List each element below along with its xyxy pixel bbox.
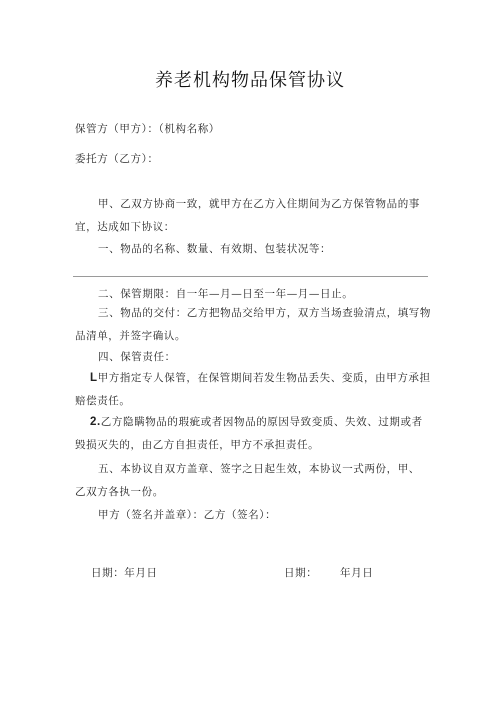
signature-line: 甲方（签名并盖章）：乙方（签名）： <box>98 509 277 521</box>
fill-in-line <box>73 276 428 277</box>
clause-effective-line2: 乙双方各执一份。 <box>75 486 164 498</box>
clause-responsibility: 四、保管责任： <box>98 351 176 363</box>
document-title: 养老机构物品保管协议 <box>155 70 345 91</box>
clause-number-1: L <box>90 372 98 384</box>
clause-number-2: 2. <box>90 416 101 428</box>
clause-text-1: 甲方指定专人保管，在保管期间若发生物品丢失、变质，由甲方承担赔偿责任。 <box>75 372 431 407</box>
clause-responsibility-2 <box>75 411 431 457</box>
clause-storage-period: 二、保管期限：自一年—月—日至一年—月—日止。 <box>98 288 354 300</box>
date-right-value: 年月日 <box>340 567 374 579</box>
intro-paragraph: 甲、乙双方协商一致，就甲方在乙方入住期间为乙方保管物品的事宜，达成如下协议： <box>75 198 420 233</box>
entruster-party-line: 委托方（乙方）： <box>75 153 159 165</box>
date-left: 日期：年月日 <box>91 567 158 579</box>
clause-text-2: 乙方隐瞒物品的瑕疵或者因物品的原因导致变质、失效、过期或者毁损灭失的，由乙方自担责任，甲方不承担责任。 <box>75 416 423 451</box>
date-right-label: 日期： <box>284 567 318 579</box>
clause-delivery: 三、物品的交付：乙方把物品交给甲方，双方当场查验清点，填写物品清单，并签字确认。 <box>75 307 431 342</box>
clause-responsibility-1 <box>75 367 431 413</box>
clause-effective-line1: 五、本协议自双方盖章、签字之日起生效，本协议一式两份，甲、 <box>98 463 420 475</box>
keeper-party-line: 保管方（甲方）：（机构名称） <box>75 123 220 135</box>
clause-item-name: 一、物品的名称、数量、有效期、包装状况等： <box>98 243 332 255</box>
